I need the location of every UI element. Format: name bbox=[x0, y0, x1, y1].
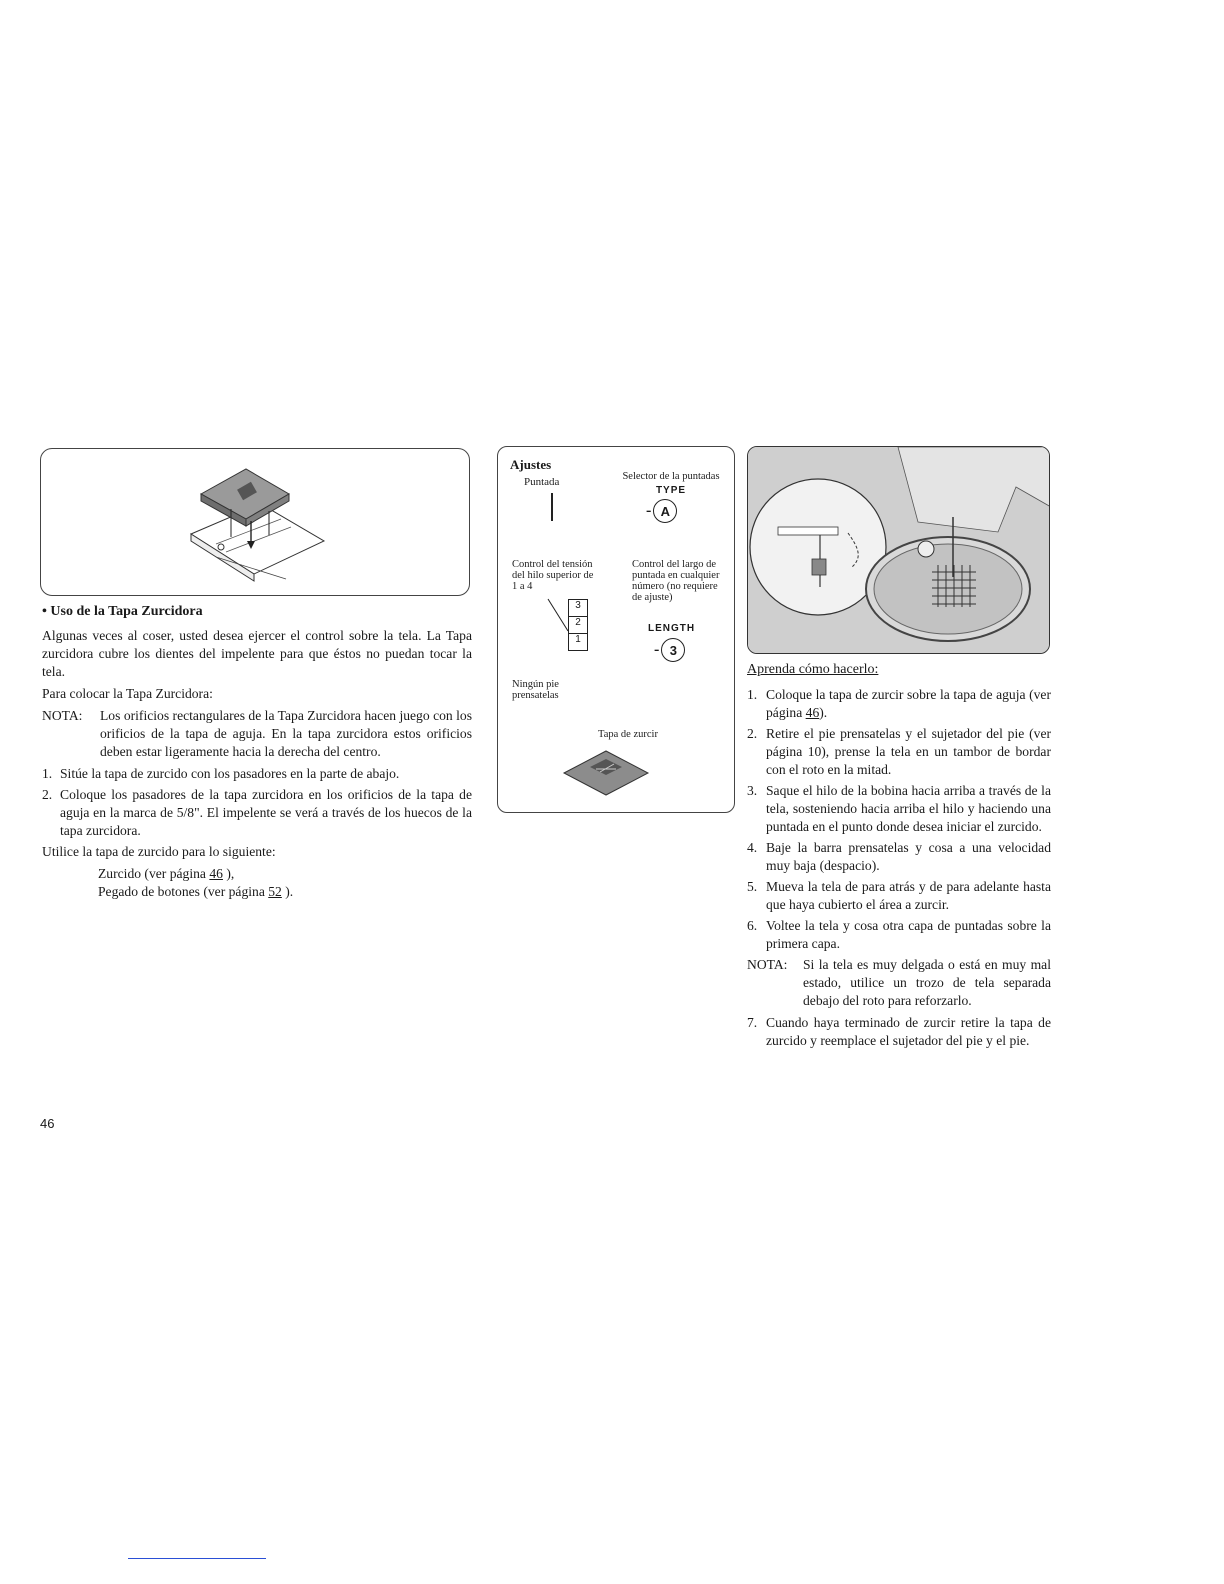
list-item bbox=[747, 1014, 1051, 1050]
step-number: 7. bbox=[747, 1015, 758, 1030]
darning-hoop-illustration bbox=[748, 447, 1050, 654]
note-block bbox=[747, 956, 1051, 1010]
step-number: 6. bbox=[747, 918, 758, 933]
darning-plate-label: Tapa de zurcir bbox=[598, 729, 658, 740]
step-number: 3. bbox=[747, 783, 758, 798]
page-link[interactable]: 46 bbox=[209, 866, 223, 881]
right-column bbox=[747, 661, 1051, 1053]
step-text bbox=[766, 686, 1051, 722]
type-dial: - A bbox=[646, 499, 677, 523]
no-foot-label: Ningún pie prensatelas bbox=[512, 679, 559, 701]
length-dial-value: 3 bbox=[661, 638, 685, 662]
tension-value: 3 bbox=[569, 600, 587, 617]
length-label: LENGTH bbox=[648, 623, 696, 634]
step-number: 1. bbox=[747, 687, 758, 702]
use-text: Pegado de botones (ver página bbox=[98, 884, 269, 899]
left-column bbox=[42, 603, 472, 901]
note-label: NOTA: bbox=[747, 957, 788, 972]
step-text: Cuando haya terminado de zurcir retire la tapa de zurcido y reemplace el sujetador del pie y el pie. bbox=[766, 1015, 1051, 1048]
step-text-after: ). bbox=[819, 705, 828, 720]
note-text: Los orificios rectangulares de la Tapa Zurcidora hacen juego con los orificios de la tapa de aguja. En la tapa zurcidora estos orificios deben estar ligeramente hacia la derecha del centro. bbox=[100, 708, 472, 759]
use-item-buttons bbox=[42, 883, 472, 901]
step-number: 2. bbox=[42, 787, 53, 802]
step-text: Retire el pie prensatelas y el sujetador del pie (ver página 10), prense la tela en un tambor de bordar con el roto en la mitad. bbox=[766, 726, 1051, 777]
length-dial: - 3 bbox=[654, 638, 685, 662]
list-item bbox=[42, 786, 472, 840]
step-text: Voltee la tela y cosa otra capa de puntadas sobre la primera capa. bbox=[766, 918, 1051, 951]
type-label: TYPE bbox=[655, 485, 687, 496]
step-text: Coloque los pasadores de la tapa zurcidora en los orificios de la tapa de aguja en la marca de 5/8". El impelente se verá a través de los huecos de la tapa zurcidora. bbox=[60, 787, 472, 838]
page-link[interactable]: 52 bbox=[268, 884, 282, 899]
length-control-label: Control del largo de puntada en cualquier número (no requiere de ajuste) bbox=[632, 559, 720, 603]
tension-pointer-line bbox=[546, 597, 572, 637]
use-for-intro: Utilice la tapa de zurcido para lo siguiente: bbox=[42, 844, 276, 859]
step-number: 5. bbox=[747, 879, 758, 894]
attach-instruction: Para colocar la Tapa Zurcidora: bbox=[42, 686, 213, 701]
step-text: Mueva la tela de para atrás y de para adelante hasta que haya cubierto el área a zurcir. bbox=[766, 879, 1051, 912]
page-link[interactable]: 46 bbox=[805, 705, 820, 720]
straight-stitch-icon bbox=[551, 493, 553, 521]
note-text: Si la tela es muy delgada o está en muy mal estado, utilice un trozo de tela separada debajo del roto para reforzarlo. bbox=[803, 957, 1051, 1008]
page-number: 46 bbox=[40, 1116, 55, 1131]
step-text: Baje la barra prensatelas y cosa a una velocidad muy baja (despacio). bbox=[766, 840, 1051, 873]
darning-plate-figure bbox=[40, 448, 470, 596]
type-dial-value: A bbox=[653, 499, 677, 523]
darning-photo bbox=[747, 446, 1050, 654]
list-item bbox=[747, 917, 1051, 953]
list-item bbox=[747, 839, 1051, 875]
note-label: NOTA: bbox=[42, 708, 83, 723]
footer-rule bbox=[128, 1558, 266, 1559]
step-text: Sitúe la tapa de zurcido con los pasadores en la parte de abajo. bbox=[60, 766, 400, 781]
use-after: ), bbox=[222, 866, 235, 881]
step-number: 2. bbox=[747, 726, 758, 741]
intro-paragraph: Algunas veces al coser, usted desea ejercer el control sobre la tela. La Tapa zurcidora cubre los dientes del impelente para que éstos no puedan tocar la tela. bbox=[42, 628, 472, 679]
stitch-label: Puntada bbox=[524, 476, 560, 488]
step-number: 1. bbox=[42, 766, 53, 781]
step-number: 4. bbox=[747, 840, 758, 855]
list-item bbox=[747, 782, 1051, 836]
section-heading: • Uso de la Tapa Zurcidora bbox=[42, 604, 203, 619]
list-item bbox=[747, 878, 1051, 914]
selector-label: Selector de la puntadas bbox=[622, 471, 720, 482]
use-text: Zurcido (ver página bbox=[98, 866, 210, 881]
darning-plate-illustration bbox=[41, 449, 471, 597]
settings-title: Ajustes bbox=[510, 457, 552, 472]
tension-label: Control del tensión del hilo superior de 1 a 4 bbox=[512, 559, 594, 592]
tension-value: 2 bbox=[569, 617, 587, 634]
list-item bbox=[747, 686, 1051, 722]
list-item bbox=[42, 765, 472, 783]
list-item bbox=[747, 725, 1051, 779]
step-text: Saque el hilo de la bobina hacia arriba a través de la tela, sosteniendo hacia arriba el hilo y haciendo una puntada en el punto donde desea iniciar el zurcido. bbox=[766, 783, 1051, 834]
settings-panel bbox=[497, 446, 735, 813]
tension-value: 1 bbox=[575, 634, 581, 645]
darning-plate-icon bbox=[560, 747, 652, 799]
step-text-part: Coloque la tapa de zurcir sobre la tapa de aguja (ver página bbox=[766, 687, 1051, 720]
note-block bbox=[42, 707, 472, 761]
use-item-darning bbox=[42, 865, 472, 883]
how-to-title: Aprenda cómo hacerlo: bbox=[747, 662, 879, 677]
use-after: ). bbox=[281, 884, 294, 899]
